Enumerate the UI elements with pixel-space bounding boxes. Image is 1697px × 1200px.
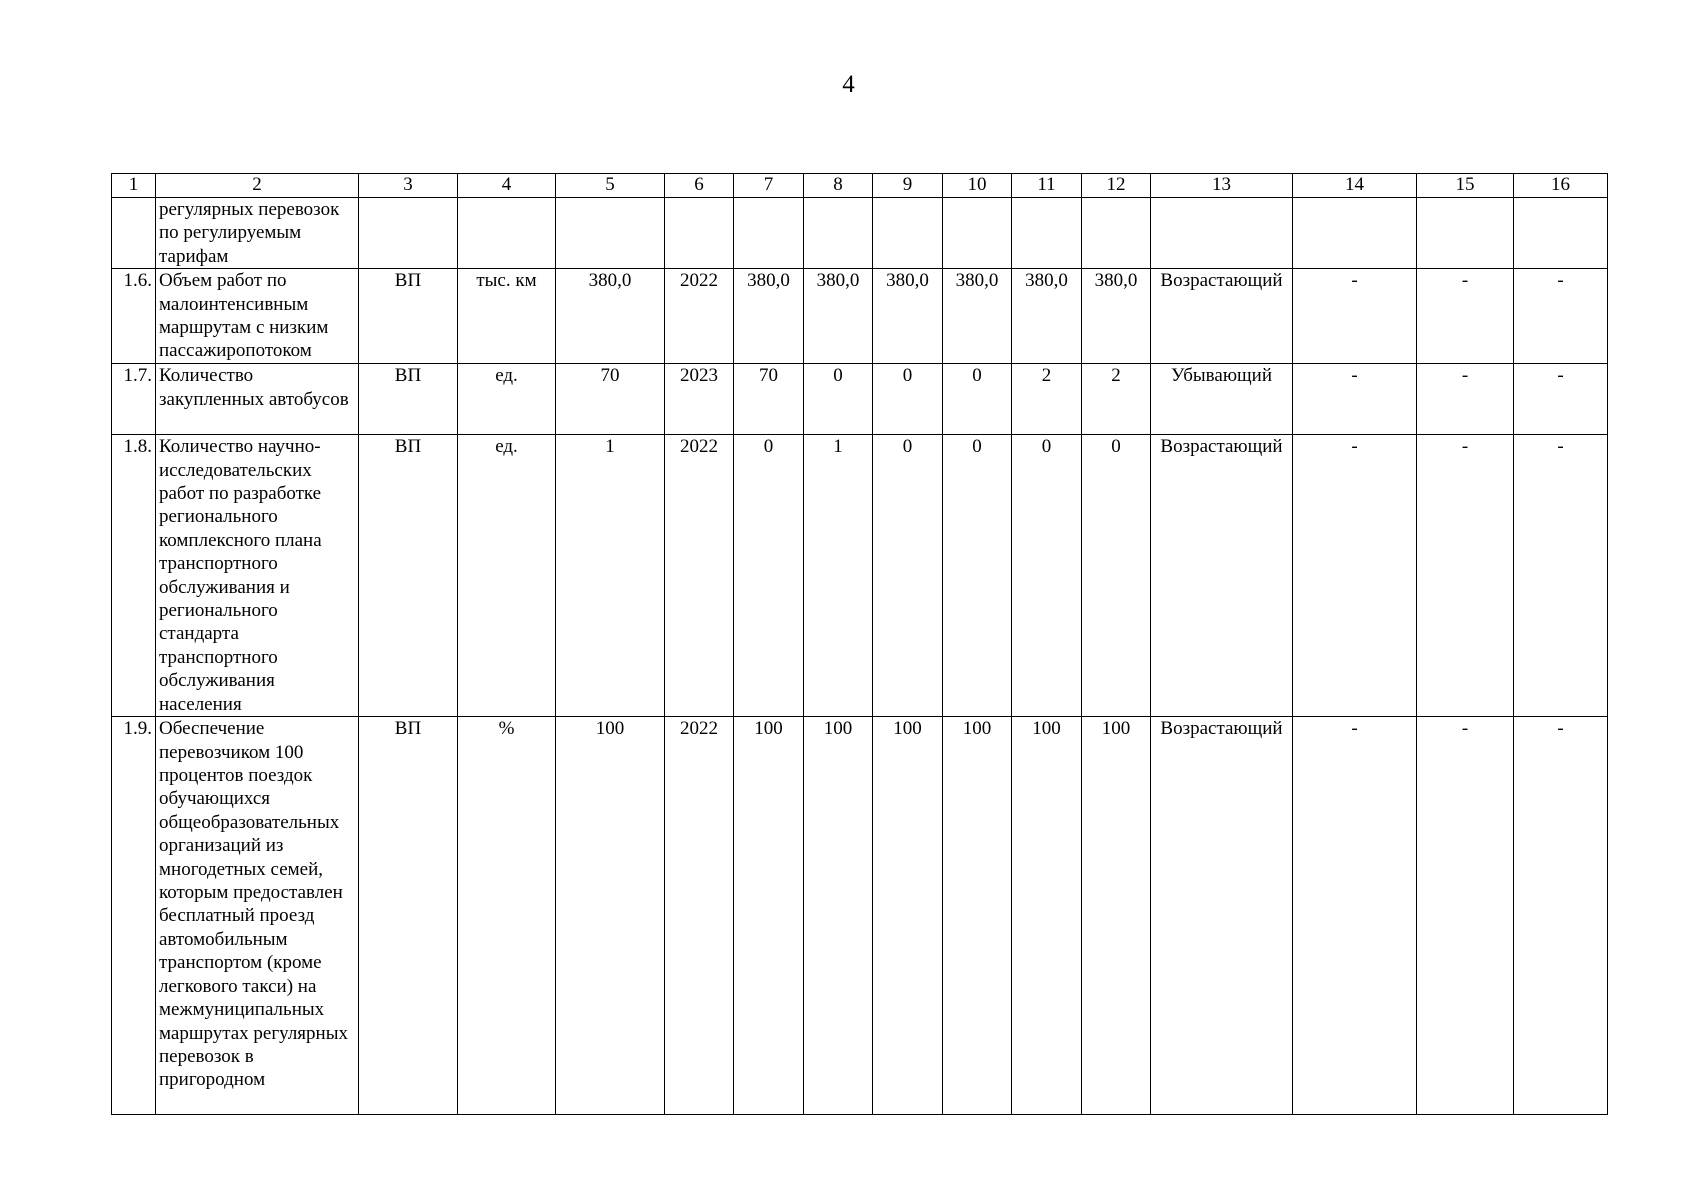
trend-direction: Возрастающий xyxy=(1151,435,1293,717)
column-14-value: - xyxy=(1293,364,1417,435)
column-number: 1 xyxy=(112,174,156,198)
table-row xyxy=(112,269,1608,364)
column-16-value: - xyxy=(1514,364,1608,435)
base-value: 380,0 xyxy=(556,269,665,364)
column-14-value: - xyxy=(1293,717,1417,1115)
base-year: 2022 xyxy=(665,435,734,717)
column-14-value: - xyxy=(1293,269,1417,364)
unit-of-measure: тыс. км xyxy=(458,269,556,364)
table-cell-empty xyxy=(665,198,734,269)
column-15-value: - xyxy=(1417,717,1514,1115)
table-cell-empty xyxy=(1012,198,1082,269)
indicator-level: ВП xyxy=(359,717,458,1115)
year-value: 0 xyxy=(1082,435,1151,717)
column-15-value: - xyxy=(1417,435,1514,717)
column-number: 16 xyxy=(1514,174,1608,198)
indicators-table xyxy=(111,173,1608,1115)
page-number: 4 xyxy=(842,71,855,98)
table-cell-empty xyxy=(556,198,665,269)
trend-direction: Убывающий xyxy=(1151,364,1293,435)
unit-of-measure: ед. xyxy=(458,364,556,435)
base-year: 2022 xyxy=(665,269,734,364)
year-value: 380,0 xyxy=(734,269,804,364)
column-number: 10 xyxy=(943,174,1012,198)
year-value: 0 xyxy=(1012,435,1082,717)
base-value: 1 xyxy=(556,435,665,717)
year-value: 100 xyxy=(734,717,804,1115)
column-16-value: - xyxy=(1514,269,1608,364)
indicator-level: ВП xyxy=(359,269,458,364)
column-16-value: - xyxy=(1514,435,1608,717)
year-value: 380,0 xyxy=(943,269,1012,364)
column-number: 2 xyxy=(156,174,359,198)
base-value: 70 xyxy=(556,364,665,435)
base-year: 2022 xyxy=(665,717,734,1115)
table-cell-empty xyxy=(458,198,556,269)
year-value: 100 xyxy=(873,717,943,1115)
column-15-value: - xyxy=(1417,269,1514,364)
table-row xyxy=(112,435,1608,717)
column-number: 13 xyxy=(1151,174,1293,198)
unit-of-measure: % xyxy=(458,717,556,1115)
table-cell-empty xyxy=(1514,198,1608,269)
column-number: 11 xyxy=(1012,174,1082,198)
column-number: 14 xyxy=(1293,174,1417,198)
column-15-value: - xyxy=(1417,364,1514,435)
table-cell-empty xyxy=(1293,198,1417,269)
row-number: 1.9. xyxy=(112,717,156,1115)
column-number: 5 xyxy=(556,174,665,198)
year-value: 0 xyxy=(734,435,804,717)
table-cell-empty xyxy=(359,198,458,269)
table-cell-empty xyxy=(112,198,156,269)
year-value: 380,0 xyxy=(873,269,943,364)
table-row-continuation xyxy=(112,198,1608,269)
column-number: 8 xyxy=(804,174,873,198)
table-cell-empty xyxy=(1417,198,1514,269)
table-row xyxy=(112,717,1608,1115)
year-value: 380,0 xyxy=(804,269,873,364)
column-number: 15 xyxy=(1417,174,1514,198)
base-year: 2023 xyxy=(665,364,734,435)
table-row xyxy=(112,364,1608,435)
unit-of-measure: ед. xyxy=(458,435,556,717)
year-value: 100 xyxy=(804,717,873,1115)
column-number: 12 xyxy=(1082,174,1151,198)
row-number: 1.7. xyxy=(112,364,156,435)
table-cell-empty xyxy=(943,198,1012,269)
table-cell-empty xyxy=(873,198,943,269)
indicator-name: Количество закупленных автобусов xyxy=(156,364,359,435)
column-number: 4 xyxy=(458,174,556,198)
column-number-row xyxy=(112,174,1608,198)
year-value: 0 xyxy=(943,435,1012,717)
indicator-level: ВП xyxy=(359,435,458,717)
table-cell-empty xyxy=(1151,198,1293,269)
column-number: 3 xyxy=(359,174,458,198)
year-value: 0 xyxy=(873,364,943,435)
indicator-name: регулярных перевозок по регулируемым тарифам xyxy=(156,198,359,269)
year-value: 380,0 xyxy=(1012,269,1082,364)
table-cell-empty xyxy=(804,198,873,269)
year-value: 380,0 xyxy=(1082,269,1151,364)
column-16-value: - xyxy=(1514,717,1608,1115)
row-number: 1.8. xyxy=(112,435,156,717)
year-value: 2 xyxy=(1012,364,1082,435)
column-14-value: - xyxy=(1293,435,1417,717)
year-value: 70 xyxy=(734,364,804,435)
column-number: 6 xyxy=(665,174,734,198)
year-value: 100 xyxy=(943,717,1012,1115)
year-value: 0 xyxy=(804,364,873,435)
indicator-name: Объем работ по малоинтенсивным маршрутам с низким пассажиропотоком xyxy=(156,269,359,364)
trend-direction: Возрастающий xyxy=(1151,717,1293,1115)
indicator-name: Обеспечение перевозчиком 100 процентов поездок обучающихся общеобразовательных организаций из многодетных семей, которым предоставлен бесплатный проезд автомобильным транспортом (кроме легкового такси) на межмуниципальных маршрутах регулярных перевозок в пригородном xyxy=(156,717,359,1115)
year-value: 0 xyxy=(873,435,943,717)
indicator-level: ВП xyxy=(359,364,458,435)
year-value: 1 xyxy=(804,435,873,717)
year-value: 100 xyxy=(1082,717,1151,1115)
column-number: 9 xyxy=(873,174,943,198)
base-value: 100 xyxy=(556,717,665,1115)
year-value: 2 xyxy=(1082,364,1151,435)
table-cell-empty xyxy=(1082,198,1151,269)
year-value: 0 xyxy=(943,364,1012,435)
trend-direction: Возрастающий xyxy=(1151,269,1293,364)
row-number: 1.6. xyxy=(112,269,156,364)
table-cell-empty xyxy=(734,198,804,269)
indicator-name: Количество научно-исследовательских работ по разработке регионального комплексного плана транспортного обслуживания и регионального стандарта транспортного обслуживания населения xyxy=(156,435,359,717)
year-value: 100 xyxy=(1012,717,1082,1115)
column-number: 7 xyxy=(734,174,804,198)
